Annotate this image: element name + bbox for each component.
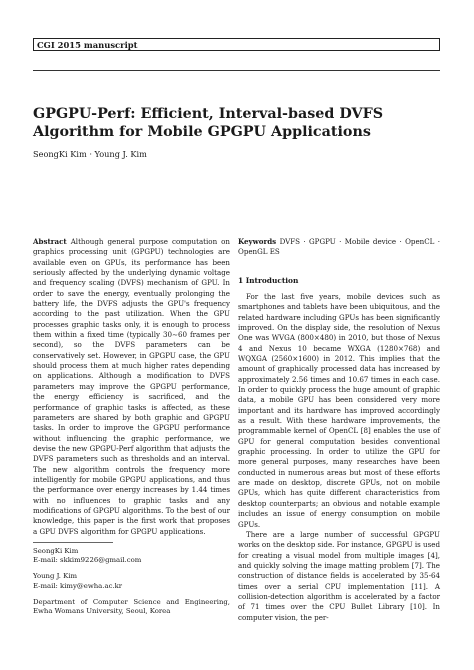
- author1-email: E-mail: skkim9226@gmail.com: [33, 556, 142, 565]
- keywords-label: Keywords: [238, 237, 277, 246]
- author-line: SeongKi Kim · Young J. Kim: [33, 149, 147, 159]
- abstract: [33, 237, 230, 537]
- author2-name: Young J. Kim: [33, 572, 78, 581]
- section-heading: 1 Introduction: [238, 275, 299, 285]
- footnote-separator: [33, 542, 113, 543]
- intro-paragraph-1: For the last five years, mobile devices such as smartphones and tablets have been ubiquitous, and the related hardware including GPUs has been significantly improved. On the display side, the resolution of Nexus One was WVGA (800×480) in 2010, but those of Nexus 4 and Nexus 10 became WXGA (1280×768) and WQXGA (2560×1600) in 2012. This implies that the amount of graphically processed data has increased by approximately 2.56 times and 10.67 times in each case. In order to quickly process the huge amount of graphic data, a mobile GPU has been considered very more important and its hardware has improved accordingly as a result. With these hardware improvements, the programmable kernel of OpenCL [8] enables the use of GPU for general computation besides conventional graphic processing. In order to utilize the GPU for more general purposes, many researches have been conducted in numerous areas but most of these efforts are made on desktop, discrete GPUs, not on mobile GPUs, which has quite different characteristics from desktop counterparts; an obvious and notable example includes an issue of energy consumption on mobile GPUs.: [238, 291, 440, 529]
- intro-paragraph-2: There are a large number of successful GPGPU works on the desktop side. For instance, GPGPU is used for creating a visual model from multiple images [4], and quickly solving the image matting problem [7]. The construction of distance fields is accelerated by 35-64 times over a serial CPU implementation [11]. A collision-detection algorithm is accelerated by a factor of 71 times over the CPU Bullet Library [10]. In computer vision, the per-: [238, 529, 441, 622]
- department: Department of Computer Science and Engineering, Ewha Womans University, Seoul, Korea: [33, 597, 230, 615]
- paper-title: GPGPU-Perf: Efficient, Interval-based DVFS Algorithm for Mobile GPGPU Applications: [33, 106, 384, 140]
- affiliations: [33, 547, 230, 616]
- keywords: [238, 237, 440, 258]
- abstract-label: Abstract: [33, 237, 67, 246]
- author2-email: E-mail: kimy@ewha.ac.kr: [33, 581, 123, 590]
- running-head: CGI 2015 manuscript: [33, 38, 440, 51]
- author1-name: SeongKi Kim: [33, 546, 79, 555]
- left-column: [33, 237, 230, 616]
- abstract-text: Although general purpose computation on graphics processing unit (GPGPU) technologies are available even on GPUs, its performance has been seriously affected by the underlying dynamic voltage and frequency scaling (DVFS) mechanism of GPU. In order to save the energy, eventually prolonging the battery life, the DVFS adjusts the GPU's frequency according to the past utilization. When the GPU processes graphic tasks only, it is enough to process them within a fixed time (typically 30∼60 frames per second), so the DVFS parameters can be conservatively set. However, in GPGPU case, the GPU should process them at much higher rates depending on applications. Although a modification to DVFS parameters may improve the GPGPU performance, the energy efficiency is sacrificed, and the performance of graphic tasks is affected, as these parameters are shared by both graphic and GPGPU tasks. In order to improve the GPGPU performance without influencing the graphic performance, we devise the new GPGPU-Perf algorithm that adjusts the DVFS parameters such as thresholds and an interval. The new algorithm controls the frequency more intelligently for mobile GPGPU applications, and thus the performance over energy increases by 1.44 times with no influences to graphic tasks and any modifications of GPGPU algorithms. To the best of our knowledge, this paper is the first work that proposes a GPU DVFS algorithm for GPGPU applications.: [33, 237, 230, 536]
- header-rule: [33, 70, 440, 71]
- right-column: [238, 237, 440, 623]
- keywords-text: DVFS · GPGPU · Mobile device · OpenCL · OpenGL ES: [238, 237, 440, 257]
